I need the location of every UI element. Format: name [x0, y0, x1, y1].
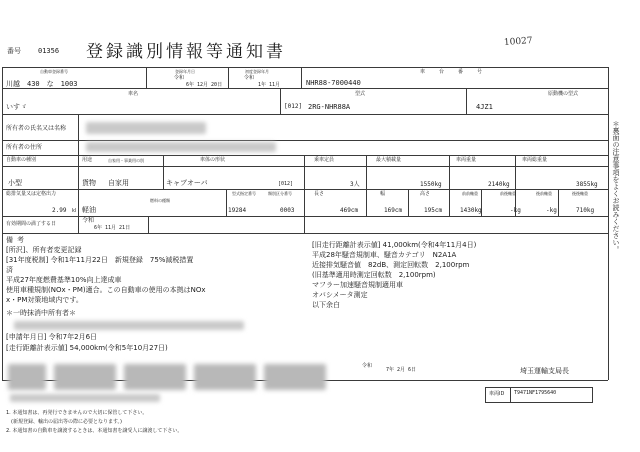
category-value: 0003 [280, 207, 295, 214]
rule-v13 [78, 189, 79, 216]
owner-name-redacted [86, 122, 206, 134]
rule-expiry [2, 233, 608, 234]
expiry-label: 有効期間の満了する日 [6, 221, 57, 227]
suspension-owner-redacted [14, 321, 244, 330]
number-label: 番号 [7, 47, 21, 55]
rule-v4 [280, 88, 281, 114]
footer-note-2: (新規登録、輸出の届出等の際に必要となります。) [6, 419, 123, 425]
expiry-date: 6年 11月 21日 [94, 225, 131, 231]
owner-address-label: 所有者の住所 [6, 144, 43, 151]
reg-era: 令和 [174, 75, 185, 81]
private-label: 自家用・事業用の別 [108, 158, 144, 163]
remarks-line-5: 使用車種規制(NOx・PM)適合。この自動車の使用の本拠はNOx [6, 286, 206, 294]
rule-v7 [78, 155, 79, 189]
category-label: 類別区分番号 [268, 191, 292, 196]
redacted-block-3 [124, 364, 186, 390]
redacted-block-5 [264, 364, 326, 390]
rule-v14 [226, 189, 227, 216]
kind-label: 自動車の種別 [6, 157, 37, 163]
rf-label: 後前軸重 [536, 191, 552, 196]
remarks-right-3: 近接排気騒音値 82dB、測定回転数 2,100rpm [312, 261, 470, 269]
type-approval-value: 19284 [228, 207, 247, 214]
issue-date: 7年 2月 6日 [386, 367, 417, 373]
remarks-right-5: マフラー加速騒音規制適用車 [312, 281, 403, 289]
vehicle-id-value: T9471NF1795640 [514, 390, 557, 396]
footer-note-3: 2. 本通知書の自動車を譲渡するときは、本通知書を譲受人に譲渡して下さい。 [6, 428, 183, 434]
remarks-right-4: (旧基準適用時測定回転数 2,100rpm) [312, 271, 436, 279]
ff-label: 前前軸重 [462, 191, 478, 196]
vehicle-id-divider [510, 387, 511, 402]
maker-name: いすゞ [6, 103, 27, 111]
remarks-right-6: オバシメータ測定 [312, 291, 368, 299]
max-load-value: 1550kg [420, 181, 442, 188]
chassis-number: NHR88-7000440 [306, 79, 361, 87]
rule-v1 [146, 67, 147, 88]
displacement-value: 2.99 [52, 207, 67, 214]
remarks-right-2: 平成28年騒音規制車、騒音カテゴリ N2A1A [312, 251, 457, 259]
body-value: キャブオーバ [166, 179, 208, 187]
fr-value: -kg [510, 207, 521, 214]
redacted-block-2 [54, 364, 116, 390]
fuel-value: 軽油 [82, 206, 96, 214]
rr-value: 710kg [576, 207, 595, 214]
body-label: 車体の形状 [200, 157, 226, 163]
use-value: 貨物 [82, 179, 96, 187]
rule-row1 [2, 88, 608, 89]
type-approval-label: 型式指定番号 [232, 191, 256, 196]
suspension-heading: ＊一時抹消中所有者＊ [6, 309, 76, 317]
remarks-right-1: [旧走行距離計表示値] 41,000km(令和4年11月4日) [312, 241, 477, 249]
rule-owner2 [2, 155, 608, 156]
rule-v18 [78, 216, 79, 233]
gross-label: 車両総重量 [522, 157, 548, 163]
rule-v11 [449, 155, 450, 216]
kind-value: 小型 [8, 179, 22, 187]
rule-v17 [558, 189, 559, 216]
width-value: 169cm [384, 207, 403, 214]
height-label: 高さ [420, 191, 431, 197]
first-reg-label: 初度登録年月 [245, 69, 269, 74]
rule-v3 [301, 67, 302, 88]
remarks-line-4: 平成27年度燃費基準10%向上達成車 [6, 276, 122, 284]
displacement-unit: kl [72, 208, 77, 214]
reg-number: 川越 430 な 1003 [6, 80, 78, 88]
frame-right [608, 67, 609, 380]
rule-v5 [466, 88, 467, 114]
reg-number-label: 自動車登録番号 [40, 69, 68, 74]
remarks-right-7: 以下余白 [312, 301, 340, 309]
rule-owner1 [2, 140, 608, 141]
rule-v15 [408, 189, 409, 216]
length-value: 469cm [340, 207, 359, 214]
owner-address-redacted [86, 142, 276, 152]
first-reg-date: 1年 11月 [258, 82, 281, 88]
chassis-label: 車台番号 [420, 69, 497, 75]
redacted-line [10, 394, 160, 402]
first-reg-era: 令和 [244, 75, 255, 81]
odometer-last: [走行距離計表示値] 54,000km(令和5年10月27日) [6, 344, 168, 352]
redacted-block-1 [8, 364, 46, 390]
width-label: 幅 [380, 191, 386, 197]
model-code: [012] [284, 103, 303, 110]
private-value: 自家用 [108, 179, 129, 187]
issue-era: 令和 [362, 363, 373, 369]
displacement-label: 総排気量又は定格出力 [6, 191, 57, 197]
document-number: 01356 [38, 47, 60, 55]
model-label: 型式 [355, 91, 366, 97]
maker-label: 車名 [128, 91, 139, 97]
weight-value: 2140kg [488, 181, 510, 188]
ff-value: 1430kg [460, 207, 482, 214]
frame-top [2, 67, 608, 68]
rule-spec-head [2, 166, 608, 167]
rule-row2 [2, 114, 608, 115]
rule-v9 [304, 155, 305, 233]
handwritten-mark: 10027 [503, 36, 533, 48]
weight-label: 車両重量 [456, 157, 477, 163]
use-label: 用途 [82, 157, 93, 163]
capacity-label: 乗車定員 [314, 157, 335, 163]
rf-value: -kg [546, 207, 557, 214]
owner-name-label: 所有者の氏名又は名称 [6, 125, 67, 132]
footer-note-1: 1. 本通知書は、再発行できませんので大切に保管して下さい。 [6, 410, 148, 416]
expiry-era: 令和 [82, 217, 95, 224]
engine-label: 原動機の型式 [548, 91, 579, 97]
document-title: 登録識別情報等通知書 [86, 42, 286, 62]
remarks-line-1: [所沢]、所有者変更記録 [6, 246, 82, 254]
fuel-label: 燃料の種類 [150, 198, 170, 203]
body-code: [012] [278, 181, 294, 187]
capacity-value: 3人 [350, 181, 360, 188]
rule-v10 [366, 155, 367, 216]
gross-value: 3855kg [576, 181, 598, 188]
bureau-name: 埼玉運輸支局長 [520, 367, 569, 375]
reg-date: 6年 12月 20日 [186, 82, 223, 88]
reg-date-label: 登録年月日 [175, 69, 195, 74]
rule-v8 [163, 155, 164, 189]
application-date: [申請年月日] 令和7年2月6日 [6, 333, 98, 341]
rule-v2 [228, 67, 229, 88]
side-note: ＊裏面の注意事項をよくお読みください。 [612, 120, 620, 253]
rule-spec [2, 189, 608, 190]
vehicle-id-label: 車両ID [489, 391, 505, 397]
redacted-block-4 [194, 364, 256, 390]
model-name: 2RG-NHR88A [308, 103, 351, 111]
rule-v6 [78, 114, 79, 155]
rule-v19 [148, 216, 149, 233]
max-load-label: 最大積載量 [376, 157, 402, 163]
remarks-line-6: x・PM対策地域内です。 [6, 296, 83, 304]
rr-label: 後後軸重 [572, 191, 588, 196]
remarks-line-3: 済 [6, 266, 13, 274]
length-label: 長さ [314, 191, 325, 197]
fr-label: 前後軸重 [500, 191, 516, 196]
height-value: 195cm [424, 207, 443, 214]
engine-model: 4JZ1 [476, 103, 493, 111]
remarks-label: 備考 [6, 236, 28, 244]
remarks-line-2: [31年度税制] 令和1年11月22日 新規登録 75%減税措置 [6, 256, 194, 264]
